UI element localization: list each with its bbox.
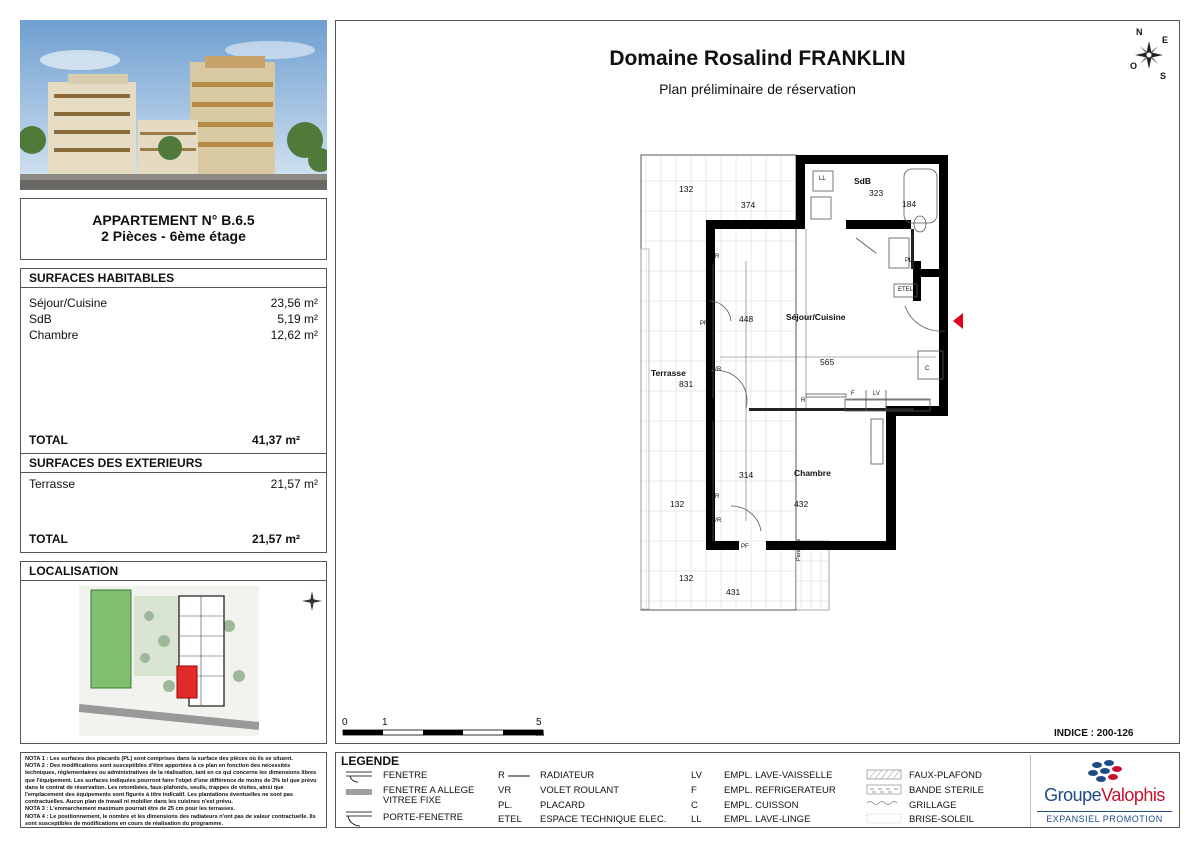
- room-chambre: Chambre: [794, 468, 831, 478]
- mark-pf: PF: [741, 544, 749, 550]
- total-value: 21,57 m²: [251, 532, 300, 546]
- groupe-valophis-logo: [1030, 755, 1178, 827]
- floor-plan: [336, 21, 1181, 745]
- dim-label: 132: [679, 573, 694, 583]
- page-subtitle: Plan préliminaire de réservation: [659, 81, 856, 97]
- dim-label: 831: [679, 379, 694, 389]
- note-4: NOTA 4 : Le positionnement, le nombre et les dimensions des radiateurs n'ont pas de valeur contractuelle. Ils sont susceptibles de modifications en cours de réalisation du programme.: [25, 813, 316, 827]
- dim-label: 132: [670, 499, 685, 509]
- surface-row: [29, 312, 318, 326]
- logo-brand-b: Valophis: [1101, 785, 1165, 805]
- legend-code: ETEL: [498, 814, 522, 825]
- dim-label: 565: [820, 357, 835, 367]
- mark-vr: VR: [713, 367, 722, 373]
- building-illustration: [20, 20, 327, 190]
- page-title: Domaine Rosalind FRANKLIN: [609, 47, 906, 70]
- legend-code: LV: [691, 770, 702, 781]
- mark-r: R: [801, 398, 806, 404]
- legend-item: EMPL. REFRIGERATEUR: [724, 785, 836, 796]
- mark-pf: PF: [700, 321, 708, 327]
- room-sejour: Séjour/Cuisine: [786, 312, 846, 322]
- legend-item: EMPL. LAVE-LINGE: [724, 814, 811, 825]
- compass-e: E: [1162, 35, 1169, 45]
- total-value: 41,37 m²: [251, 433, 300, 447]
- mark-r: R: [715, 494, 720, 500]
- mark-ll: LL: [819, 176, 826, 182]
- exterior-total-row: [29, 532, 300, 546]
- note-3: NOTA 3 : L'emmarchement maximum pourrait être de 25 cm pour les terrasses.: [25, 806, 235, 813]
- room-terrasse: Terrasse: [651, 368, 686, 378]
- legend-item: VOLET ROULANT: [540, 785, 620, 796]
- surface-row: [29, 328, 318, 342]
- legend-item: EMPL. CUISSON: [724, 800, 799, 811]
- mark-etel: ETEL: [898, 287, 914, 293]
- legend-item: RADIATEUR: [540, 770, 595, 781]
- mini-compass-icon: [301, 590, 323, 612]
- mark-lv: LV: [873, 391, 880, 397]
- scale-bar: [342, 717, 552, 737]
- apartment-type: 2 Pièces - 6ème étage: [101, 228, 246, 244]
- surface-value: 12,62 m²: [270, 328, 318, 342]
- legend-item: BRISE-SOLEIL: [909, 814, 974, 825]
- dim-label: 448: [739, 314, 754, 324]
- surface-label: SdB: [29, 312, 52, 326]
- mark-r: R: [715, 254, 720, 260]
- surfaces-exterieures-heading: SURFACES DES EXTERIEURS: [21, 454, 326, 473]
- entrance-marker-icon: [953, 313, 963, 329]
- surfaces-habitables-heading: SURFACES HABITABLES: [21, 269, 326, 288]
- site-plan: [79, 586, 259, 736]
- compass-s: S: [1160, 71, 1167, 81]
- legend-item: ESPACE TECHNIQUE ELEC.: [540, 814, 667, 825]
- legend-code: R: [498, 770, 505, 781]
- mark-pare-vue: Pare-vue: [796, 538, 802, 561]
- dim-label: 432: [794, 499, 809, 509]
- indice: INDICE : 200-126: [1054, 728, 1134, 739]
- scale-end: 5: [536, 717, 542, 728]
- legend-item: FENETRE: [383, 770, 428, 781]
- logo-dots-icon: [1087, 759, 1125, 783]
- surface-label: Séjour/Cuisine: [29, 296, 108, 310]
- scale-bar-graphic: [342, 729, 552, 736]
- legend-window-symbols: [344, 768, 374, 828]
- mark-f: F: [851, 391, 855, 397]
- legend-item: FENETRE A ALLEGE VITREE FIXE: [383, 785, 475, 806]
- scale-start: 0: [342, 717, 348, 728]
- habitable-total-row: [29, 433, 300, 447]
- compass-o: O: [1130, 61, 1138, 71]
- mark-vr: VR: [713, 518, 722, 524]
- scale-one: 1: [382, 717, 388, 728]
- legend-code: VR: [498, 785, 512, 796]
- legend-box: [335, 752, 1180, 828]
- localisation-box: [20, 561, 327, 744]
- logo-brand-a: Groupe: [1044, 785, 1102, 805]
- legend-item: PORTE-FENETRE: [383, 812, 464, 823]
- legend-code: LL: [691, 814, 702, 825]
- surfaces-box: [20, 268, 327, 553]
- surface-row: [29, 477, 318, 491]
- dim-label: 184: [902, 199, 917, 209]
- total-label: TOTAL: [29, 433, 68, 447]
- mark-pl: PL: [905, 258, 913, 264]
- building-rendering: [20, 20, 327, 190]
- surface-label: Chambre: [29, 328, 79, 342]
- plan-frame: [335, 20, 1180, 744]
- dim-label: 374: [741, 200, 756, 210]
- legend-hatch-symbols: [866, 769, 904, 827]
- logo-tagline: EXPANSIEL PROMOTION: [1037, 811, 1172, 824]
- compass-n: N: [1136, 27, 1143, 37]
- legend-code: PL.: [498, 800, 513, 811]
- legend-item: GRILLAGE: [909, 800, 957, 811]
- note-2: NOTA 2 : Des modifications sont susceptibles d'être apportées à ce plan en fonction des nécessités techniques, réglementaires ou administratives de la réalisation, tant en ce qui concerne les dimensions libres que l'équipement. Les surfaces indiquées pourront faire l'objet d'une différence de moins de 3% tel que prévu dans le contrat de réservation. Les retombées, faux-plafonds, seuils, trappes de visites, ainsi que l'emplacement des équipements sont figurés à titre indicatif. Les plantations éventuelles ne sont pas contractuelles. Aucun plan de travail ni mobilier dans les cuisines n'est prévu.: [25, 763, 317, 806]
- total-label: TOTAL: [29, 532, 68, 546]
- apartment-title-box: [20, 198, 327, 260]
- logo-brand: [1031, 785, 1178, 806]
- dim-label: 132: [679, 184, 694, 194]
- room-sdb: SdB: [854, 176, 871, 186]
- dim-label: 314: [739, 470, 754, 480]
- localisation-heading: LOCALISATION: [21, 562, 326, 581]
- surface-value: 23,56 m²: [270, 296, 318, 310]
- legend-code: F: [691, 785, 697, 796]
- surface-value: 5,19 m²: [277, 312, 318, 326]
- surface-value: 21,57 m²: [270, 477, 318, 491]
- legend-item: EMPL. LAVE-VAISSELLE: [724, 770, 833, 781]
- legend-code: C: [691, 800, 698, 811]
- legend-item: BANDE STERILE: [909, 785, 984, 796]
- surface-row: [29, 296, 318, 310]
- surface-label: Terrasse: [29, 477, 76, 491]
- note-1: NOTA 1 : Les surfaces des placards (PL) sont comprises dans la surface des pièces où ils se situent.: [25, 756, 293, 762]
- mark-c: C: [925, 366, 930, 372]
- apartment-number: APPARTEMENT N° B.6.5: [92, 212, 255, 228]
- dim-label: 323: [869, 188, 884, 198]
- notes-box: [20, 752, 327, 828]
- legend-item: PLACARD: [540, 800, 585, 811]
- legend-item: FAUX-PLAFOND: [909, 770, 982, 781]
- radiator-symbol: [508, 775, 530, 777]
- legend-title: LEGENDE: [341, 754, 400, 768]
- dim-label: 431: [726, 587, 741, 597]
